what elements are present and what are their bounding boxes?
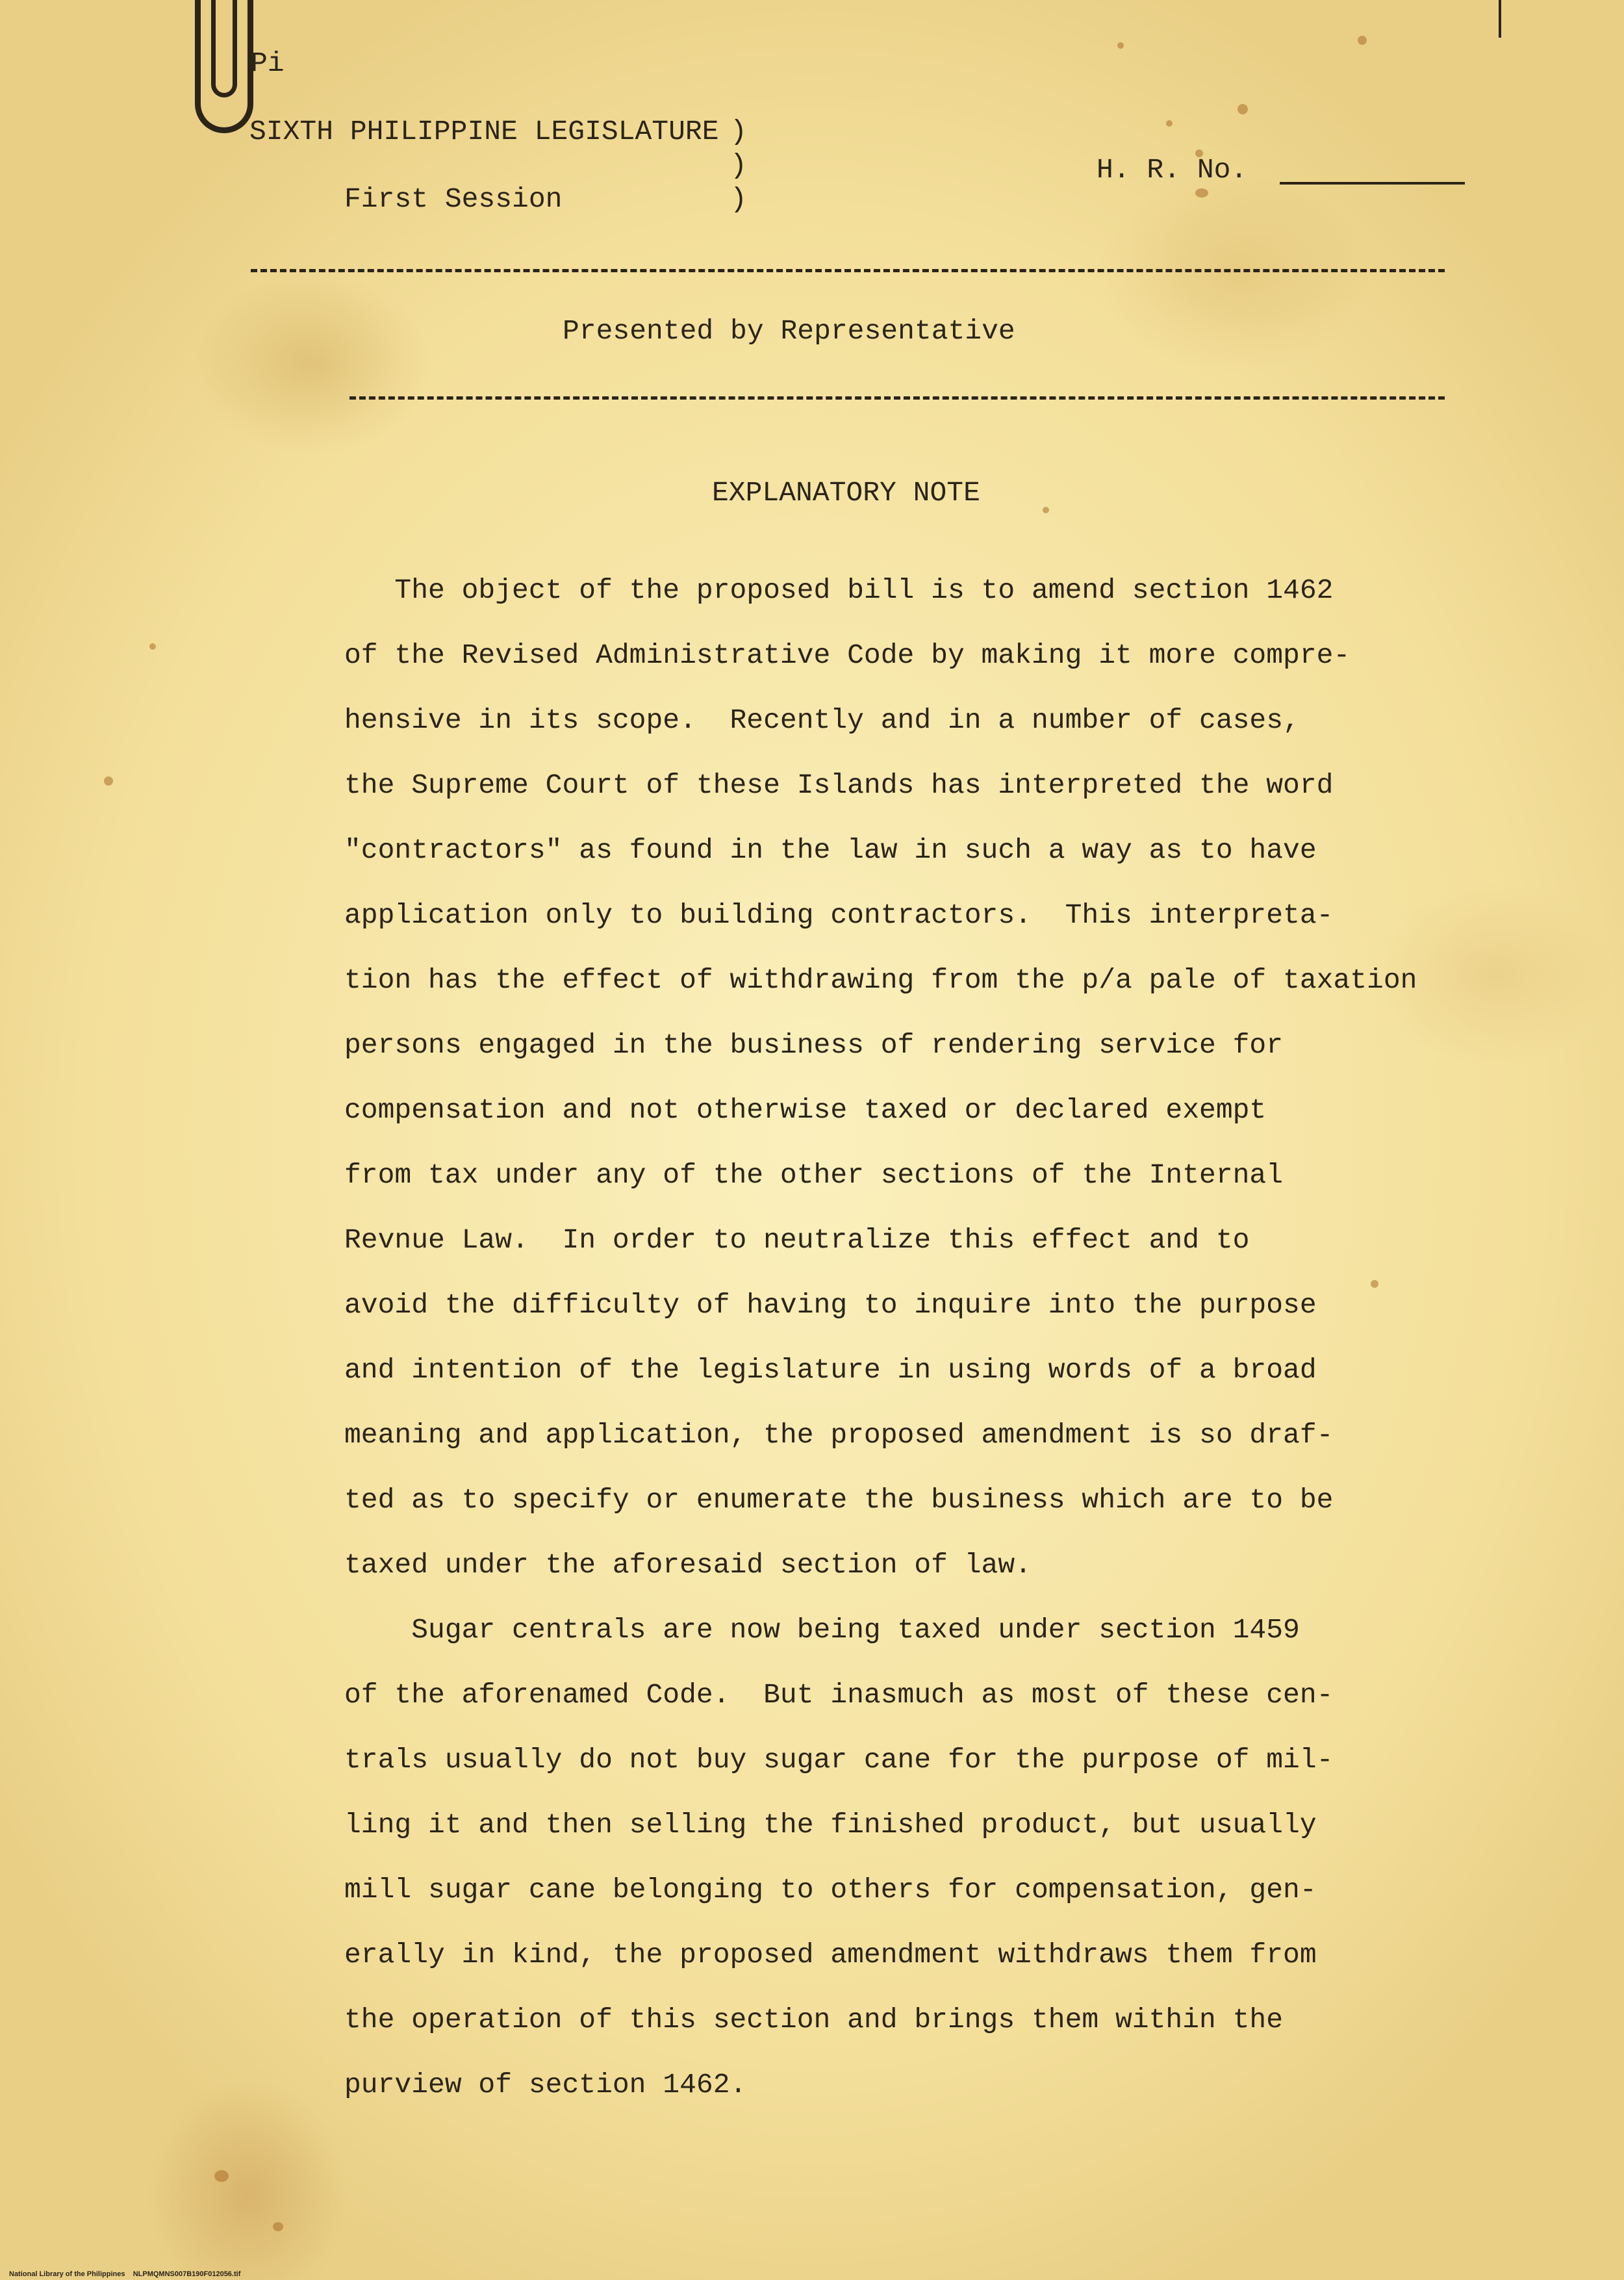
text-line: avoid the difficulty of having to inquire into the purpose	[344, 1289, 1317, 1321]
text-line: application only to building contractors. This interpreta-	[344, 899, 1334, 931]
stain	[1237, 104, 1248, 114]
bracket-mid: )	[730, 149, 747, 181]
text-line: erally in kind, the proposed amendment withdraws them from	[344, 1939, 1317, 1971]
text-line: mill sugar cane belonging to others for compensation, gen-	[344, 1874, 1317, 1906]
session-heading: First Session	[344, 183, 563, 215]
stain	[214, 2170, 229, 2182]
bill-number-label: H. R. No.	[1097, 154, 1248, 186]
text-line: persons engaged in the business of rendering service for	[344, 1029, 1284, 1061]
stain	[149, 643, 156, 650]
stain	[1371, 1280, 1378, 1288]
text-line: ted as to specify or enumerate the business which are to be	[344, 1484, 1334, 1516]
text-line: from tax under any of the other sections of the Internal	[344, 1159, 1284, 1191]
page-marker: Pi	[251, 47, 285, 79]
stain	[1195, 188, 1208, 198]
dashed-rule-bottom	[349, 396, 1445, 400]
stain	[1358, 36, 1367, 45]
text-line: compensation and not otherwise taxed or declared exempt	[344, 1094, 1267, 1126]
text-line: and intention of the legislature in using words of a broad	[344, 1354, 1317, 1386]
text-line: of the Revised Administrative Code by making it more compre-	[344, 639, 1351, 671]
legislature-heading: SIXTH PHILIPPINE LEGISLATURE	[249, 116, 719, 147]
stain	[1043, 507, 1049, 513]
dashed-rule-top	[251, 269, 1445, 272]
stain	[1117, 42, 1124, 49]
text-line: the Supreme Court of these Islands has interpreted the word	[344, 769, 1334, 801]
text-line: Revnue Law. In order to neutralize this effect and to	[344, 1224, 1250, 1256]
stain	[273, 2222, 283, 2231]
document-title: EXPLANATORY NOTE	[712, 477, 980, 509]
stain	[104, 776, 113, 786]
text-line: meaning and application, the proposed amendment is so draf-	[344, 1419, 1334, 1451]
text-line: "contractors" as found in the law in such a way as to have	[344, 834, 1317, 866]
text-line: the operation of this section and brings them within the	[344, 2004, 1284, 2036]
scan-footer: National Library of the Philippines NLPMQMNS007B190F012056.tif	[9, 2270, 241, 2278]
text-line: ling it and then selling the finished product, but usually	[344, 1809, 1317, 1841]
edge-mark	[1499, 0, 1501, 38]
text-line: tion has the effect of withdrawing from the p/a pale of taxation	[344, 964, 1417, 996]
bracket-top: )	[730, 116, 747, 147]
text-line: taxed under the aforesaid section of law.	[344, 1549, 1032, 1581]
bill-number-blank	[1280, 182, 1465, 185]
presented-by: Presented by Representative	[563, 315, 1015, 347]
text-line: purview of section 1462.	[344, 2069, 747, 2101]
text-line: The object of the proposed bill is to amend section 1462	[344, 574, 1334, 606]
paper-clip-inner	[211, 0, 237, 97]
stain	[1166, 120, 1173, 127]
text-line: Sugar centrals are now being taxed under section 1459	[344, 1614, 1300, 1646]
text-line: trals usually do not buy sugar cane for the purpose of mil-	[344, 1744, 1334, 1776]
text-line: of the aforenamed Code. But inasmuch as most of these cen-	[344, 1679, 1334, 1711]
bracket-bottom: )	[730, 183, 747, 215]
text-line: hensive in its scope. Recently and in a number of cases,	[344, 704, 1300, 736]
